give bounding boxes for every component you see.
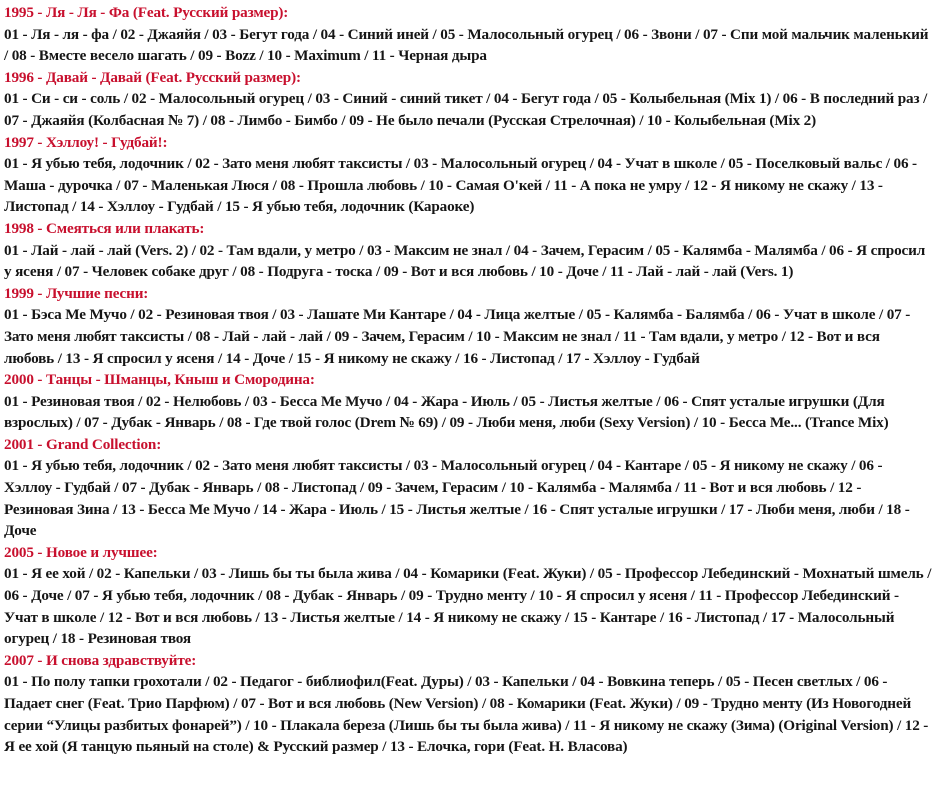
- album-2007: [4, 650, 932, 758]
- album-1998: [4, 218, 932, 283]
- track-list: 01 - Я убью тебя, лодочник / 02 - Зато меня любят таксисты / 03 - Малосольный огурец / 04 - Учат в школе / 05 - Поселковый вальс / 06 - Маша - дурочка / 07 - Маленькая Люся / 08 - Прошла любовь / 10 - Самая О'кей / 11 - А пока не умру / 12 - Я никому не скажу / 13 - Листопад / 14 - Хэллоу - Гудбай / 15 - Я убью тебя, лодочник (Караоке): [4, 155, 917, 216]
- album-title: 1995 - Ля - Ля - Фа (Feat. Русский размер):: [4, 4, 289, 21]
- track-list: 01 - Я ее хой / 02 - Капельки / 03 - Лишь бы ты была жива / 04 - Комарики (Feat. Жуки) / 05 - Профессор Лебединский - Мохнатый шмель / 06 - Доче / 07 - Я убью тебя, лодочник / 08 - Дубак - Январь / 09 - Трудно менту / 10 - Я спросил у ясеня / 11 - Профессор Лебединский - Учат в школе / 12 - Вот и вся любовь / 13 - Листья желтые / 14 - Я никому не скажу / 15 - Кантаре / 16 - Листопад / 17 - Малосольный огурец / 18 - Резиновая твоя: [4, 565, 932, 648]
- track-list: 01 - Лай - лай - лай (Vers. 2) / 02 - Там вдали, у метро / 03 - Максим не знал / 04 - Зачем, Герасим / 05 - Калямба - Малямба / 06 - Я спросил у ясеня / 07 - Человек собаке друг / 08 - Подруга - тоска / 09 - Вот и вся любовь / 10 - Доче / 11 - Лай - лай - лай (Vers. 1): [4, 241, 926, 281]
- album-title: 2005 - Новое и лучшее:: [4, 543, 158, 561]
- album-1999: [4, 283, 932, 369]
- track-list: 01 - По полу тапки грохотали / 02 - Педагог - библиофил(Feat. Дуры) / 03 - Капельки / 04 - Вовкина теперь / 05 - Песен светлых / 06 - Падает снег (Feat. Трио Парфюм) / 07 - Вот и вся любовь (New Version) / 08 - Комарики (Feat. Жуки) / 09 - Трудно менту (Из Новогодней серии “Улицы разбитых фонарей”) / 10 - Плакала береза (Лишь бы ты была жива) / 11 - Я никому не скажу (Зима) (Original Version) / 12 - Я ее хой (Я танцую пьяный на столе) & Русский размер / 13 - Елочка, гори (Feat. Н. Власова): [4, 673, 929, 756]
- album-1997: [4, 132, 932, 218]
- track-list: 01 - Я убью тебя, лодочник / 02 - Зато меня любят таксисты / 03 - Малосольный огурец / 04 - Кантаре / 05 - Я никому не скажу / 06 - Хэллоу - Гудбай / 07 - Дубак - Январь / 08 - Листопад / 09 - Зачем, Герасим / 10 - Калямба - Малямба / 11 - Вот и вся любовь / 12 - Резиновая Зина / 13 - Бесса Ме Мучо / 14 - Жара - Июль / 15 - Листья желтые / 16 - Спят усталые игрушки / 17 - Люби меня, люби / 18 - Доче: [4, 457, 910, 540]
- album-title: 1998 - Смеяться или плакать:: [4, 219, 205, 237]
- album-2001: [4, 434, 932, 542]
- track-list: 01 - Резиновая твоя / 02 - Нелюбовь / 03 - Бесса Ме Мучо / 04 - Жара - Июль / 05 - Листья желтые / 06 - Спят усталые игрушки (Для взрослых) / 07 - Дубак - Январь / 08 - Где твой голос (Drem № 69) / 09 - Люби меня, люби (Sexy Version) / 10 - Бесса Ме... (Trance Mix): [4, 392, 889, 432]
- album-1995: [4, 2, 932, 67]
- album-title: 1996 - Давай - Давай (Feat. Русский размер):: [4, 68, 301, 86]
- album-1996: [4, 67, 932, 132]
- album-2000: [4, 369, 932, 434]
- track-list: 01 - Си - си - соль / 02 - Малосольный огурец / 03 - Синий - синий тикет / 04 - Бегут года / 05 - Колыбельная (Mix 1) / 06 - В последний раз / 07 - Джаяйя (Колбасная № 7) / 08 - Лимбо - Бимбо / 09 - Не было печали (Русская Стрелочная) / 10 - Колыбельная (Mix 2): [4, 90, 928, 129]
- album-title: 2001 - Grand Collection:: [4, 435, 162, 453]
- album-title: 2000 - Танцы - Шманцы, Кныш и Смородина:: [4, 371, 315, 389]
- track-list: 01 - Ля - ля - фа / 02 - Джаяйя / 03 - Бегут года / 04 - Синий иней / 05 - Малосольный огурец / 06 - Звони / 07 - Спи мой мальчик маленький / 08 - Вместе весело шагать / 09 - Bozz / 10 - Maximum / 11 - Черная дыра: [4, 25, 929, 65]
- album-title: 2007 - И снова здравствуйте:: [4, 651, 197, 669]
- album-title: 1999 - Лучшие песни:: [4, 284, 149, 302]
- album-2005: [4, 542, 932, 650]
- track-list: 01 - Бэса Ме Мучо / 02 - Резиновая твоя / 03 - Лашате Ми Кантаре / 04 - Лица желтые / 05 - Калямба - Балямба / 06 - Учат в школе / 07 - Зато меня любят таксисты / 08 - Лай - лай - лай / 09 - Зачем, Герасим / 10 - Максим не знал / 11 - Там вдали, у метро / 12 - Вот и вся любовь / 13 - Я спросил у ясеня / 14 - Доче / 15 - Я никому не скажу / 16 - Листопад / 17 - Хэллоу - Гудбай: [4, 306, 911, 367]
- album-title: 1997 - Хэллоу! - Гудбай!:: [4, 133, 168, 151]
